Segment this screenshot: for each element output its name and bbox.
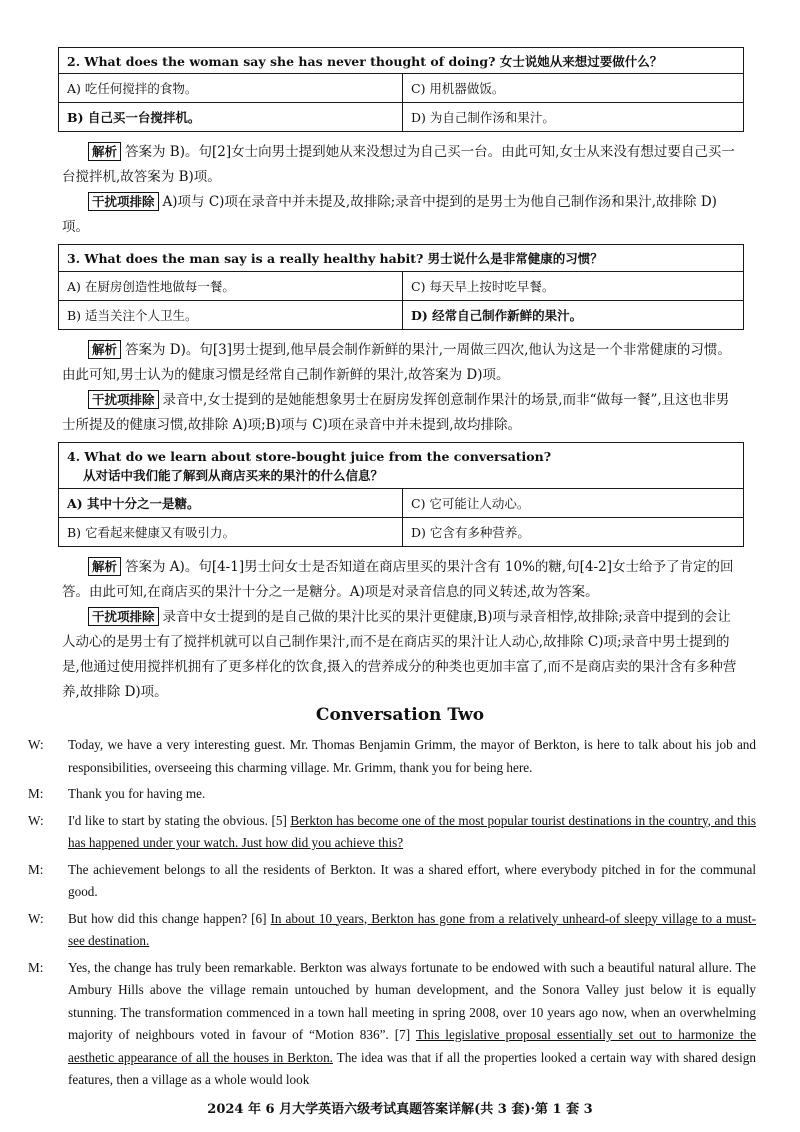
analysis-q2	[62, 140, 742, 190]
option-d: D) 为自己制作汤和果汁。	[403, 103, 744, 132]
line-text: Yes, the change has truly been remarkable. Berkton was always fortunate to be endowed with such a beautiful natural allure. The Ambury Hills above the village remain untouched by human development, and the Sonora Valley just below it is equally stunning. The transformation commenced in a town hall meeting in spring 2008, over 10 years ago now, when an overwhelming majority of neighbours voted in favour of “Motion 836”.	[68, 959, 756, 1042]
line-text: I'd like to start by stating the obvious.	[68, 812, 268, 828]
transcript-line	[28, 908, 757, 953]
line-text: Thank you for having me.	[68, 786, 206, 801]
transcript-line	[28, 734, 756, 779]
analysis-q3	[62, 338, 742, 388]
option-a: A) 在厨房创造性地做每一餐。	[59, 272, 403, 301]
conversation-transcript	[28, 734, 757, 1096]
line-text: But how did this change happen?	[68, 910, 248, 926]
underlined-sentence: In about 10 years, Berkton has gone from a relatively unheard-of sleepy village to a must-see destination.	[68, 910, 757, 948]
option-d: D) 它含有多种营养。	[403, 518, 744, 547]
interference-text: 录音中女士提到的是自己做的果汁比买的果汁更健康,B)项与录音相悖,故排除;录音中提到的会让人动心的是男士有了搅拌机就可以自己制作果汁,而不是在商店买的果汁让人动心,故排除 C)项;录音中男士提到的是,他通过使用搅拌机拥有了更多样化的饮食,摄入的营养成分的种类也更加丰富了,而不是商店卖的果汁含有多种营养,故排除 D)项。	[62, 609, 737, 700]
option-c: C) 每天早上按时吃早餐。	[403, 272, 744, 301]
option-b: B) 自己买一台搅拌机。	[59, 103, 403, 132]
question-3-table	[58, 244, 744, 330]
option-d: D) 经常自己制作新鲜的果汁。	[403, 301, 744, 330]
question-4-text	[59, 443, 744, 489]
transcript-line	[28, 957, 757, 1092]
option-b: B) 适当关注个人卫生。	[59, 301, 403, 330]
speaker-label: M:	[28, 959, 44, 975]
question-4-en: 4. What do we learn about store-bought juice from the conversation?	[67, 448, 552, 464]
analysis-text: 答案为 D)。句[3]男士提到,他早晨会制作新鲜的果汁,一周做三四次,他认为这是一个非常健康的习惯。由此可知,男士认为的健康习惯是经常自己制作新鲜的果汁,故答案为 D)项。	[62, 342, 731, 383]
interference-tag: 干扰项排除	[88, 390, 159, 409]
transcript-line	[28, 859, 756, 904]
interference-text: 录音中,女士提到的是她能想象男士在厨房发挥创意制作果汁的场景,而非“做每一餐”,且这也非男士所提及的健康习惯,故排除 A)项;B)项与 C)项在录音中并未提到,故均排除。	[62, 392, 730, 433]
sentence-marker: [7]	[394, 1027, 411, 1042]
question-3-text: 3. What does the man say is a really healthy habit? 男士说什么是非常健康的习惯？	[59, 245, 744, 272]
speaker-label: W:	[28, 812, 44, 828]
line-text: The achievement belongs to all the residents of Berkton. It was a shared effort, where everybody pitched in for the communal good.	[68, 861, 756, 899]
option-a: A) 吃任何搅拌的食物。	[59, 74, 403, 103]
question-4-table	[58, 442, 744, 547]
question-2-table	[58, 47, 744, 132]
interference-q4	[62, 605, 742, 705]
analysis-tag: 解析	[88, 142, 121, 161]
speaker-label: M:	[28, 786, 44, 801]
underlined-sentence: This legislative proposal essentially set out to harmonize the aesthetic appearance of all the houses in Berkton.	[68, 1027, 757, 1065]
interference-q3	[62, 388, 742, 438]
underlined-sentence: Berkton has become one of the most popular tourist destinations in the country, and this has happened under your watch. Just how did you achieve this?	[68, 812, 757, 850]
line-text: The idea was that if all the properties looked a certain way with shared design features, then a village as a whole would look	[68, 1049, 756, 1087]
interference-text: A)项与 C)项在录音中并未提及,故排除;录音中提到的是男士为他自己制作汤和果汁,故排除 D)项。	[62, 194, 717, 235]
analysis-q4	[62, 555, 742, 605]
sentence-marker: [6]	[251, 910, 267, 926]
speaker-label: W:	[28, 910, 44, 926]
analysis-text: 答案为 A)。句[4-1]男士问女士是否知道在商店里买的果汁含有 10%的糖,句[4-2]女士给予了肯定的回答。由此可知,在商店买的果汁十分之一是糖分。A)项是对录音信息的同义转述,故为答案。	[62, 559, 734, 600]
option-c: C) 它可能让人动心。	[403, 489, 744, 518]
transcript-line	[28, 810, 757, 855]
sentence-marker: [5]	[271, 812, 287, 828]
line-text: Today, we have a very interesting guest. Mr. Thomas Benjamin Grimm, the mayor of Berkton, is here to talk about his job and responsibilities, overseeing this charming village. Mr. Grimm, thank you for being here.	[68, 737, 756, 775]
speaker-label: M:	[28, 861, 44, 877]
option-a: A) 其中十分之一是糖。	[59, 489, 403, 518]
question-4-cn: 从对话中我们能了解到从商店买来的果汁的什么信息？	[83, 467, 384, 483]
analysis-text: 答案为 B)。句[2]女士向男士提到她从来没想过为自己买一台。由此可知,女士从来没有想过要自己买一台搅拌机,故答案为 B)项。	[62, 144, 735, 185]
question-2-text: 2. What does the woman say she has never thought of doing? 女士说她从来想过要做什么？	[59, 48, 744, 74]
transcript-line	[28, 783, 756, 806]
interference-tag: 干扰项排除	[88, 607, 159, 626]
option-c: C) 用机器做饭。	[403, 74, 744, 103]
page-footer: 2024 年 6 月大学英语六级考试真题答案详解(共 3 套)·第 1 套 3	[207, 1102, 593, 1117]
speaker-label: W:	[28, 737, 44, 752]
conversation-title: Conversation Two	[315, 705, 485, 725]
interference-q2	[62, 190, 742, 240]
analysis-tag: 解析	[88, 340, 121, 359]
interference-tag: 干扰项排除	[88, 192, 159, 211]
analysis-tag: 解析	[88, 557, 121, 576]
option-b: B) 它看起来健康又有吸引力。	[59, 518, 403, 547]
